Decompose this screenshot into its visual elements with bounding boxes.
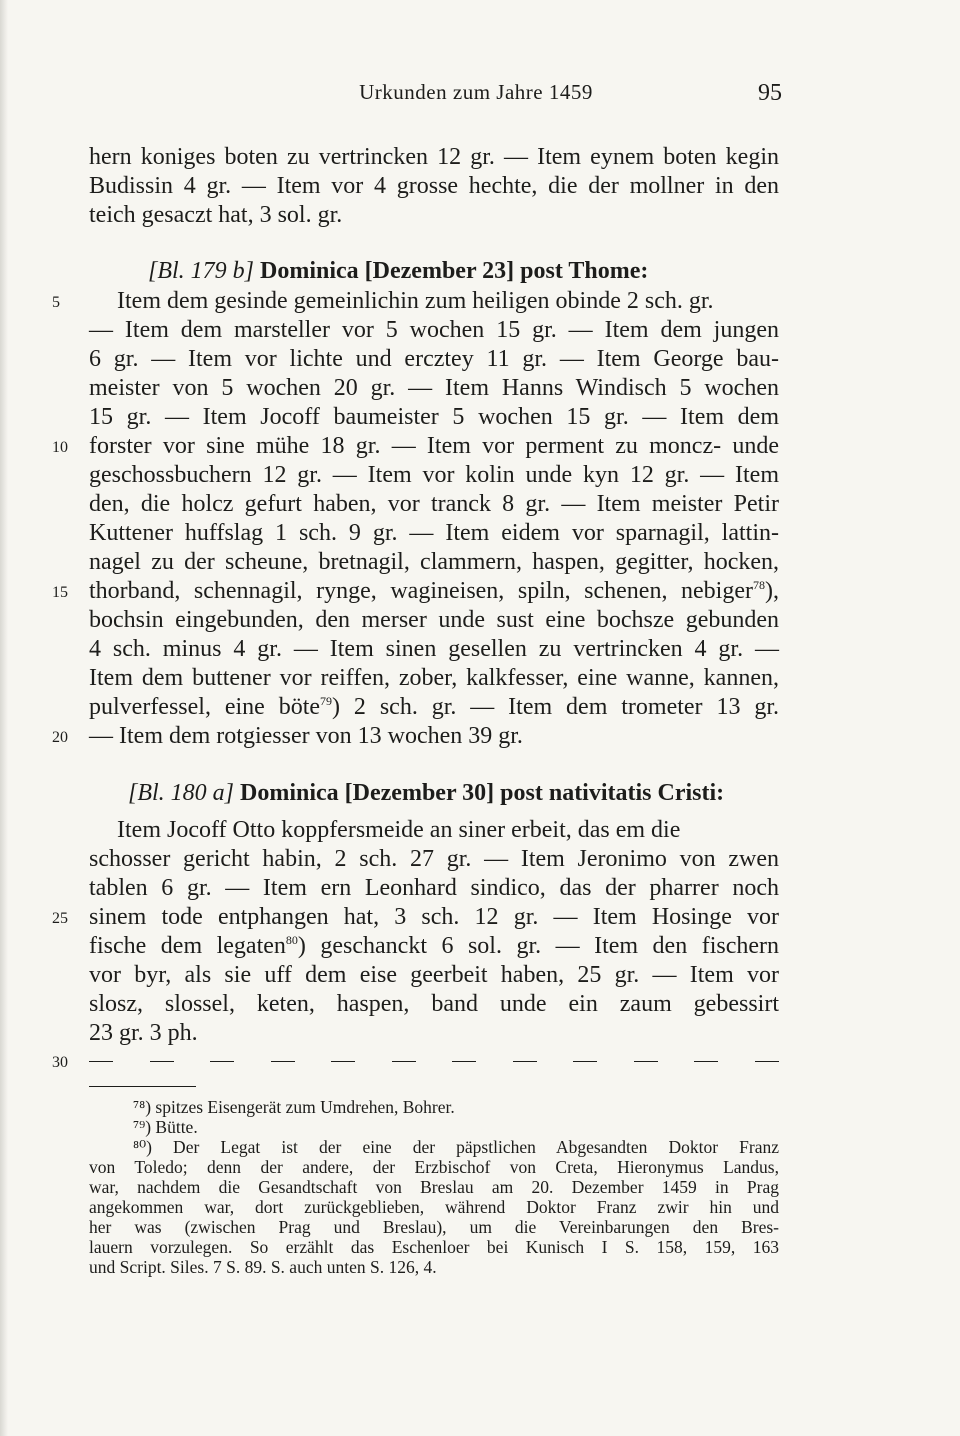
text-line: forster vor sine mühe 18 gr. — Item vor perment zu moncz- unde — [89, 433, 779, 459]
text-line: Kuttener huffslag 1 sch. 9 gr. — Item eidem vor sparnagil, lattin- — [89, 520, 779, 546]
text-line: Item Jocoff Otto koppfersmeide an siner erbeit, das em die — [117, 817, 681, 843]
folio-reference: [Bl. 180 a] — [128, 780, 235, 806]
line-number: 15 — [52, 584, 68, 601]
line-text: ) geschanckt 6 sol. gr. — Item den fischern — [297, 933, 779, 959]
footnote-marker: 78 — [753, 578, 765, 592]
text-line: tablen 6 gr. — Item ern Leonhard sindico, das der pharrer noch — [89, 875, 779, 901]
text-line: bochsin eingebunden, den merser unde sust eine bochsze gebunden — [89, 607, 779, 633]
dash — [755, 1061, 779, 1062]
footnote-line: war, nachdem die Gesandtschaft von Breslau am 20. Dezember 1459 in Prag — [89, 1177, 779, 1197]
text-line: Item dem buttener vor reiffen, zober, kalkfesser, eine wanne, kannen, — [89, 665, 779, 691]
text-line: meister von 5 wochen 20 gr. — Item Hanns Windisch 5 wochen — [89, 375, 779, 401]
dash — [210, 1061, 234, 1062]
line-text: pulverfessel, eine böte — [89, 694, 321, 720]
text-line: Item dem gesinde gemeinlichin zum heiligen obinde 2 sch. gr. — [117, 288, 714, 314]
footnote-line: lauern vorzulegen. So erzählt das Eschenloer bei Kunisch I S. 158, 159, 163 — [89, 1237, 779, 1257]
text-line: slosz, slossel, keten, haspen, band unde ein zaum gebessirt — [89, 991, 779, 1017]
text-line: schosser gericht habin, 2 sch. 27 gr. — Item Jeronimo von zwen — [89, 846, 779, 872]
footnote-line: her was (zwischen Prag und Breslau), um die Vereinbarungen den Bres- — [89, 1217, 779, 1237]
text-line: teich gesaczt hat, 3 sol. gr. — [89, 202, 343, 228]
text-line: — Item dem rotgiesser von 13 wochen 39 gr. — [89, 723, 523, 749]
text-line: nagel zu der scheune, bretnagil, clammern, haspen, gegitter, hocken, — [89, 549, 779, 575]
text-line: vor byr, als sie uff dem eise geerbeit haben, 25 gr. — Item vor — [89, 962, 779, 988]
line-number: 25 — [52, 910, 68, 927]
omission-dashes — [89, 1046, 779, 1076]
text-line: 4 sch. minus 4 gr. — Item sinen gesellen zu vertrincken 4 gr. — — [89, 636, 779, 662]
footnote: ⁷⁹) Bütte. — [133, 1117, 198, 1137]
line-text: thorband, schennagil, rynge, wagineisen, spiln, schenen, nebiger — [89, 578, 753, 604]
footnote-rule — [89, 1086, 196, 1087]
section-heading — [148, 256, 779, 286]
page-edge-shadow — [0, 0, 8, 1436]
heading-text: Dominica [Dezember 30] post nativitatis Cristi: — [240, 780, 725, 806]
text-line: sinem tode entphangen hat, 3 sch. 12 gr. — Item Hosinge vor — [89, 904, 779, 930]
folio-reference: [Bl. 179 b] — [148, 258, 255, 284]
text-line — [89, 692, 779, 722]
footnote-line: von Toledo; denn der andere, der Erzbischof von Creta, Hieronymus Landus, — [89, 1157, 779, 1177]
dash — [573, 1061, 597, 1062]
dash — [271, 1061, 295, 1062]
line-number: 10 — [52, 439, 68, 456]
section-heading — [128, 778, 779, 808]
text-line: — Item dem marsteller vor 5 wochen 15 gr. — Item dem jungen — [89, 317, 779, 343]
dash — [89, 1061, 113, 1062]
line-text: ), — [765, 578, 779, 604]
text-line: geschossbuchern 12 gr. — Item vor kolin unde kyn 12 gr. — Item — [89, 462, 779, 488]
text-line: 15 gr. — Item Jocoff baumeister 5 wochen 15 gr. — Item dem — [89, 404, 779, 430]
footnote: ⁷⁸) spitzes Eisengerät zum Umdrehen, Bohrer. — [133, 1097, 455, 1117]
heading-text: Dominica [Dezember 23] post Thome: — [260, 258, 649, 284]
footnote-line: angekommen war, dort zurückgeblieben, während Doktor Franz zwir hin und — [89, 1197, 779, 1217]
footnote: ⁸⁰) Der Legat ist der eine der päpstlichen Abgesandten Doktor Franz — [133, 1137, 779, 1157]
page-header — [0, 80, 960, 110]
text-line — [89, 931, 779, 961]
dash — [634, 1061, 658, 1062]
page-number: 95 — [758, 80, 782, 106]
dash — [331, 1061, 355, 1062]
line-number: 30 — [52, 1054, 68, 1071]
line-text: ) 2 sch. gr. — Item dem trometer 13 gr. — [332, 694, 780, 720]
text-line — [89, 576, 779, 606]
text-line: 23 gr. 3 ph. — [89, 1020, 198, 1046]
line-number: 5 — [52, 294, 60, 311]
dash — [694, 1061, 718, 1062]
dash — [392, 1061, 416, 1062]
text-line: den, die holcz gefurt haben, vor tranck 8 gr. — Item meister Petir — [89, 491, 779, 517]
dash — [513, 1061, 537, 1062]
running-head: Urkunden zum Jahre 1459 — [359, 80, 593, 104]
footnote-line: und Script. Siles. 7 S. 89. S. auch unten S. 126, 4. — [89, 1257, 437, 1277]
line-text: fische dem legaten — [89, 933, 286, 959]
footnote-marker: 79 — [320, 694, 333, 708]
dash — [150, 1061, 174, 1062]
line-number: 20 — [52, 729, 68, 746]
dash — [452, 1061, 476, 1062]
text-line: 6 gr. — Item vor lichte und ercztey 11 gr. — Item George bau- — [89, 346, 779, 372]
text-line: hern koniges boten zu vertrincken 12 gr. — Item eynem boten kegin — [89, 144, 779, 170]
footnote-marker: 80 — [285, 933, 298, 947]
text-line: Budissin 4 gr. — Item vor 4 grosse hechte, die der mollner in den — [89, 173, 779, 199]
